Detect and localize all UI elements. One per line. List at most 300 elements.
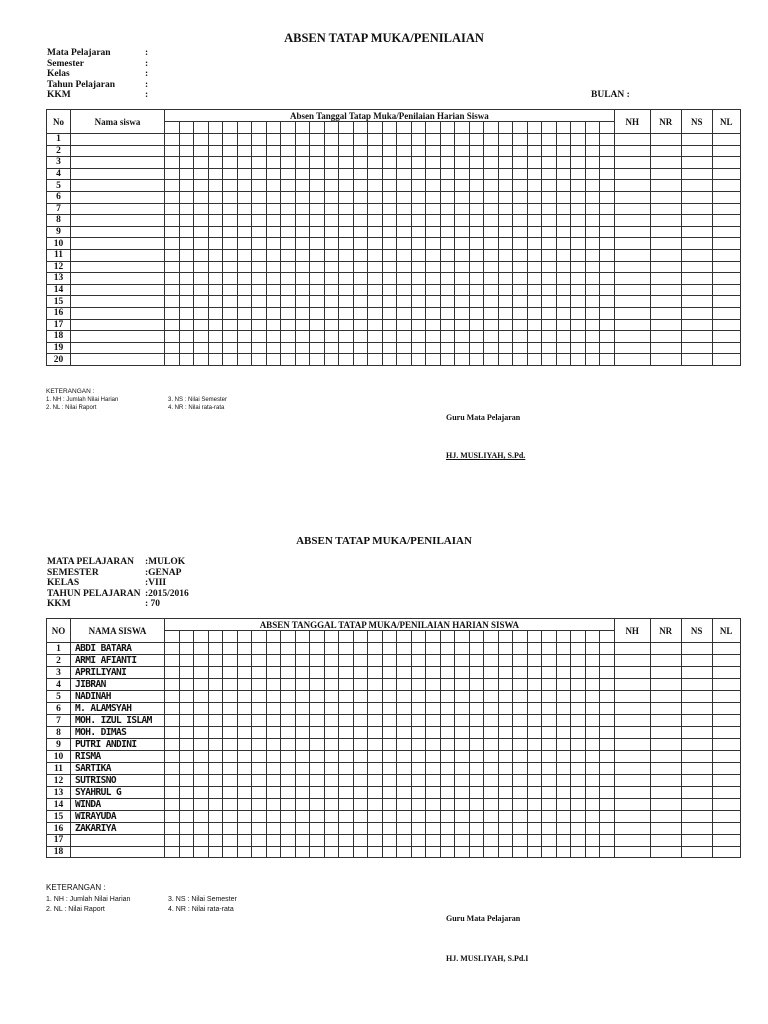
table-row [47, 799, 741, 811]
nr-cell [650, 751, 681, 763]
attendance-cell [397, 191, 412, 203]
attendance-cell [179, 811, 194, 823]
attendance-cell [281, 342, 296, 354]
attendance-cell [542, 191, 557, 203]
attendance-cell [353, 157, 368, 169]
attendance-cell [295, 191, 310, 203]
attendance-cell [440, 823, 455, 835]
nr-cell [650, 354, 681, 366]
ns-cell [681, 238, 712, 250]
attendance-cell [194, 799, 209, 811]
attendance-cell [585, 715, 600, 727]
keterangan-item: 2. NL : Nilai Raport [46, 906, 105, 913]
attendance-cell [527, 145, 542, 157]
date-column-cell [252, 631, 267, 643]
attendance-cell [513, 763, 528, 775]
student-name [71, 319, 165, 331]
attendance-cell [223, 238, 238, 250]
table-row [47, 811, 741, 823]
attendance-cell [411, 273, 426, 285]
student-name [71, 191, 165, 203]
attendance-cell [571, 168, 586, 180]
attendance-cell [165, 284, 180, 296]
attendance-cell [368, 643, 383, 655]
attendance-cell [266, 775, 281, 787]
attendance-cell [571, 191, 586, 203]
attendance-cell [295, 145, 310, 157]
attendance-cell [295, 307, 310, 319]
attendance-cell [527, 157, 542, 169]
date-column-cell [353, 122, 368, 134]
attendance-cell [440, 703, 455, 715]
attendance-cell [556, 835, 571, 847]
attendance-cell [484, 249, 499, 261]
attendance-cell [223, 679, 238, 691]
table-row [47, 307, 741, 319]
attendance-cell [266, 811, 281, 823]
attendance-cell [266, 739, 281, 751]
attendance-cell [585, 331, 600, 343]
attendance-cell [513, 727, 528, 739]
student-name [71, 203, 165, 215]
attendance-cell [382, 226, 397, 238]
ns-cell [681, 715, 712, 727]
attendance-cell [179, 679, 194, 691]
attendance-cell [281, 715, 296, 727]
attendance-cell [571, 823, 586, 835]
attendance-cell [353, 799, 368, 811]
attendance-cell [237, 727, 252, 739]
attendance-cell [542, 679, 557, 691]
attendance-cell [513, 203, 528, 215]
attendance-cell [339, 846, 354, 858]
attendance-cell [513, 787, 528, 799]
attendance-cell [397, 703, 412, 715]
nr-cell [650, 157, 681, 169]
attendance-cell [455, 751, 470, 763]
attendance-cell [266, 799, 281, 811]
attendance-cell [585, 284, 600, 296]
attendance-cell [571, 145, 586, 157]
attendance-cell [281, 284, 296, 296]
header-nl: NL [712, 619, 740, 643]
attendance-cell [179, 655, 194, 667]
attendance-cell [194, 215, 209, 227]
attendance-cell [600, 679, 615, 691]
attendance-cell [237, 703, 252, 715]
attendance-cell [165, 739, 180, 751]
attendance-cell [571, 331, 586, 343]
attendance-cell [165, 331, 180, 343]
ns-cell [681, 799, 712, 811]
meta-label: Kelas [47, 69, 70, 80]
attendance-cell [252, 835, 267, 847]
attendance-cell [585, 763, 600, 775]
table-row [47, 296, 741, 308]
nr-cell [650, 667, 681, 679]
attendance-cell [382, 168, 397, 180]
table-row [47, 715, 741, 727]
keterangan-item: 1. NH : Jumlah Nilai Harian [46, 896, 131, 903]
nr-cell [650, 284, 681, 296]
attendance-cell [542, 799, 557, 811]
attendance-cell [455, 679, 470, 691]
attendance-cell [571, 739, 586, 751]
attendance-cell [585, 775, 600, 787]
meta-value-wrap [145, 599, 160, 610]
nr-cell [650, 823, 681, 835]
attendance-cell [223, 811, 238, 823]
attendance-cell [440, 763, 455, 775]
attendance-cell [411, 739, 426, 751]
table-row [47, 775, 741, 787]
attendance-cell [194, 787, 209, 799]
attendance-cell [484, 727, 499, 739]
attendance-cell [194, 739, 209, 751]
attendance-cell [353, 846, 368, 858]
ns-cell [681, 691, 712, 703]
attendance-cell [469, 273, 484, 285]
attendance-cell [194, 134, 209, 146]
header-name: NAMA SISWA [71, 619, 165, 643]
attendance-cell [179, 667, 194, 679]
attendance-cell [324, 296, 339, 308]
attendance-cell [600, 238, 615, 250]
nr-cell [650, 331, 681, 343]
row-number: 17 [47, 319, 71, 331]
attendance-cell [165, 249, 180, 261]
nr-cell [650, 145, 681, 157]
attendance-cell [281, 249, 296, 261]
nl-cell [712, 319, 740, 331]
attendance-cell [600, 846, 615, 858]
attendance-cell [455, 739, 470, 751]
attendance-cell [571, 679, 586, 691]
attendance-cell [498, 238, 513, 250]
attendance-cell [295, 215, 310, 227]
attendance-cell [600, 715, 615, 727]
date-column-cell [194, 631, 209, 643]
row-number: 7 [47, 203, 71, 215]
attendance-cell [179, 775, 194, 787]
attendance-cell [368, 691, 383, 703]
attendance-cell [281, 168, 296, 180]
attendance-cell [513, 679, 528, 691]
attendance-cell [600, 261, 615, 273]
attendance-cell [455, 691, 470, 703]
student-name [71, 273, 165, 285]
attendance-cell [426, 238, 441, 250]
attendance-cell [179, 238, 194, 250]
attendance-cell [295, 787, 310, 799]
attendance-cell [223, 823, 238, 835]
attendance-cell [556, 319, 571, 331]
attendance-cell [368, 319, 383, 331]
attendance-cell [266, 835, 281, 847]
attendance-cell [426, 284, 441, 296]
attendance-cell [208, 191, 223, 203]
attendance-cell [484, 307, 499, 319]
header-dates: Absen Tanggal Tatap Muka/Penilaian Harian Siswa [165, 110, 615, 122]
attendance-cell [368, 203, 383, 215]
attendance-cell [440, 835, 455, 847]
date-column-cell [426, 122, 441, 134]
attendance-cell [556, 134, 571, 146]
signature-role: Guru Mata Pelajaran [446, 413, 521, 422]
attendance-cell [556, 157, 571, 169]
nr-cell [650, 249, 681, 261]
attendance-cell [281, 157, 296, 169]
attendance-cell [542, 727, 557, 739]
ns-cell [681, 763, 712, 775]
attendance-cell [339, 180, 354, 192]
attendance-cell [353, 787, 368, 799]
attendance-cell [498, 811, 513, 823]
nh-cell [614, 835, 650, 847]
attendance-cell [600, 249, 615, 261]
attendance-cell [324, 823, 339, 835]
attendance-cell [223, 319, 238, 331]
nh-cell [614, 180, 650, 192]
attendance-cell [165, 727, 180, 739]
attendance-cell [353, 342, 368, 354]
attendance-cell [498, 775, 513, 787]
attendance-cell [542, 157, 557, 169]
attendance-cell [194, 261, 209, 273]
attendance-cell [600, 811, 615, 823]
meta-label: TAHUN PELAJARAN [47, 588, 141, 599]
attendance-cell [498, 703, 513, 715]
attendance-cell [339, 787, 354, 799]
attendance-cell [455, 331, 470, 343]
attendance-cell [440, 226, 455, 238]
attendance-cell [237, 643, 252, 655]
row-number: 14 [47, 799, 71, 811]
attendance-cell [440, 787, 455, 799]
attendance-cell [585, 261, 600, 273]
attendance-cell [382, 703, 397, 715]
attendance-cell [281, 691, 296, 703]
attendance-cell [426, 751, 441, 763]
attendance-cell [397, 168, 412, 180]
row-number: 12 [47, 775, 71, 787]
nl-cell [712, 727, 740, 739]
attendance-cell [542, 775, 557, 787]
attendance-cell [571, 215, 586, 227]
ns-cell [681, 168, 712, 180]
attendance-cell [266, 342, 281, 354]
attendance-cell [498, 145, 513, 157]
attendance-cell [194, 751, 209, 763]
attendance-cell [571, 846, 586, 858]
attendance-cell [295, 751, 310, 763]
attendance-cell [165, 775, 180, 787]
attendance-cell [527, 643, 542, 655]
attendance-cell [411, 667, 426, 679]
attendance-cell [397, 799, 412, 811]
attendance-cell [585, 679, 600, 691]
attendance-cell [484, 273, 499, 285]
attendance-cell [527, 715, 542, 727]
attendance-cell [556, 203, 571, 215]
table-row [47, 203, 741, 215]
attendance-cell [165, 273, 180, 285]
attendance-cell [368, 342, 383, 354]
attendance-cell [513, 284, 528, 296]
meta-label: KELAS [47, 578, 80, 589]
student-name: PUTRI ANDINI [71, 739, 165, 751]
attendance-cell [252, 715, 267, 727]
table-row [47, 763, 741, 775]
attendance-cell [223, 191, 238, 203]
row-number: 20 [47, 354, 71, 366]
attendance-cell [295, 168, 310, 180]
attendance-cell [237, 739, 252, 751]
attendance-cell [455, 342, 470, 354]
attendance-cell [397, 763, 412, 775]
attendance-cell [237, 667, 252, 679]
attendance-cell [237, 655, 252, 667]
attendance-cell [353, 811, 368, 823]
nr-cell [650, 203, 681, 215]
row-number: 1 [47, 134, 71, 146]
attendance-cell [353, 775, 368, 787]
table-row [47, 215, 741, 227]
date-column-cell [237, 122, 252, 134]
attendance-cell [397, 273, 412, 285]
attendance-cell [513, 799, 528, 811]
attendance-cell [600, 273, 615, 285]
attendance-cell [527, 238, 542, 250]
row-number: 14 [47, 284, 71, 296]
attendance-cell [237, 331, 252, 343]
attendance-cell [353, 203, 368, 215]
attendance-cell [324, 775, 339, 787]
attendance-cell [397, 691, 412, 703]
attendance-cell [310, 307, 325, 319]
attendance-cell [382, 691, 397, 703]
attendance-cell [208, 775, 223, 787]
attendance-cell [165, 846, 180, 858]
attendance-cell [484, 296, 499, 308]
date-column-cell [571, 122, 586, 134]
attendance-cell [397, 655, 412, 667]
attendance-cell [223, 703, 238, 715]
attendance-cell [571, 835, 586, 847]
attendance-cell [411, 215, 426, 227]
attendance-cell [208, 331, 223, 343]
date-column-cell [455, 122, 470, 134]
nr-cell [650, 835, 681, 847]
attendance-cell [223, 226, 238, 238]
attendance-cell [324, 703, 339, 715]
meta-colon: : [145, 48, 149, 58]
attendance-cell [266, 655, 281, 667]
attendance-cell [426, 145, 441, 157]
attendance-cell [368, 739, 383, 751]
attendance-cell [208, 157, 223, 169]
attendance-cell [266, 191, 281, 203]
attendance-cell [556, 691, 571, 703]
attendance-cell [281, 203, 296, 215]
attendance-cell [295, 846, 310, 858]
attendance-cell [324, 249, 339, 261]
attendance-cell [310, 835, 325, 847]
attendance-cell [513, 238, 528, 250]
attendance-cell [252, 823, 267, 835]
attendance-cell [484, 846, 499, 858]
attendance-cell [295, 261, 310, 273]
attendance-cell [455, 715, 470, 727]
signature-name: HJ. MUSLIYAH, S.Pd. [446, 451, 526, 460]
attendance-cell [368, 703, 383, 715]
header-no: NO [47, 619, 71, 643]
attendance-cell [339, 823, 354, 835]
attendance-cell [237, 679, 252, 691]
attendance-cell [368, 296, 383, 308]
meta-colon: : [145, 79, 149, 90]
date-column-cell [600, 122, 615, 134]
attendance-cell [585, 249, 600, 261]
attendance-cell [585, 739, 600, 751]
attendance-cell [498, 215, 513, 227]
header-ns: NS [681, 619, 712, 643]
attendance-cell [571, 799, 586, 811]
attendance-cell [194, 703, 209, 715]
attendance-cell [252, 763, 267, 775]
nh-cell [614, 296, 650, 308]
attendance-cell [295, 331, 310, 343]
attendance-cell [368, 655, 383, 667]
attendance-cell [194, 180, 209, 192]
attendance-cell [208, 145, 223, 157]
attendance-cell [165, 319, 180, 331]
attendance-cell [382, 811, 397, 823]
attendance-cell [571, 751, 586, 763]
attendance-cell [585, 846, 600, 858]
ns-cell [681, 134, 712, 146]
attendance-cell [600, 775, 615, 787]
attendance-cell [339, 307, 354, 319]
attendance-cell [585, 643, 600, 655]
nl-cell [712, 307, 740, 319]
attendance-cell [252, 679, 267, 691]
attendance-cell [368, 679, 383, 691]
attendance-cell [585, 342, 600, 354]
attendance-cell [600, 296, 615, 308]
attendance-cell [324, 168, 339, 180]
nl-cell [712, 679, 740, 691]
attendance-cell [426, 799, 441, 811]
attendance-cell [484, 261, 499, 273]
attendance-cell [339, 238, 354, 250]
attendance-cell [310, 261, 325, 273]
nl-cell [712, 261, 740, 273]
attendance-cell [585, 319, 600, 331]
table-row [47, 739, 741, 751]
attendance-cell [411, 846, 426, 858]
attendance-cell [266, 307, 281, 319]
attendance-cell [353, 739, 368, 751]
attendance-cell [571, 354, 586, 366]
attendance-cell [585, 787, 600, 799]
nh-cell [614, 134, 650, 146]
attendance-cell [252, 703, 267, 715]
attendance-cell [281, 775, 296, 787]
attendance-cell [469, 342, 484, 354]
attendance-cell [527, 331, 542, 343]
attendance-cell [368, 763, 383, 775]
